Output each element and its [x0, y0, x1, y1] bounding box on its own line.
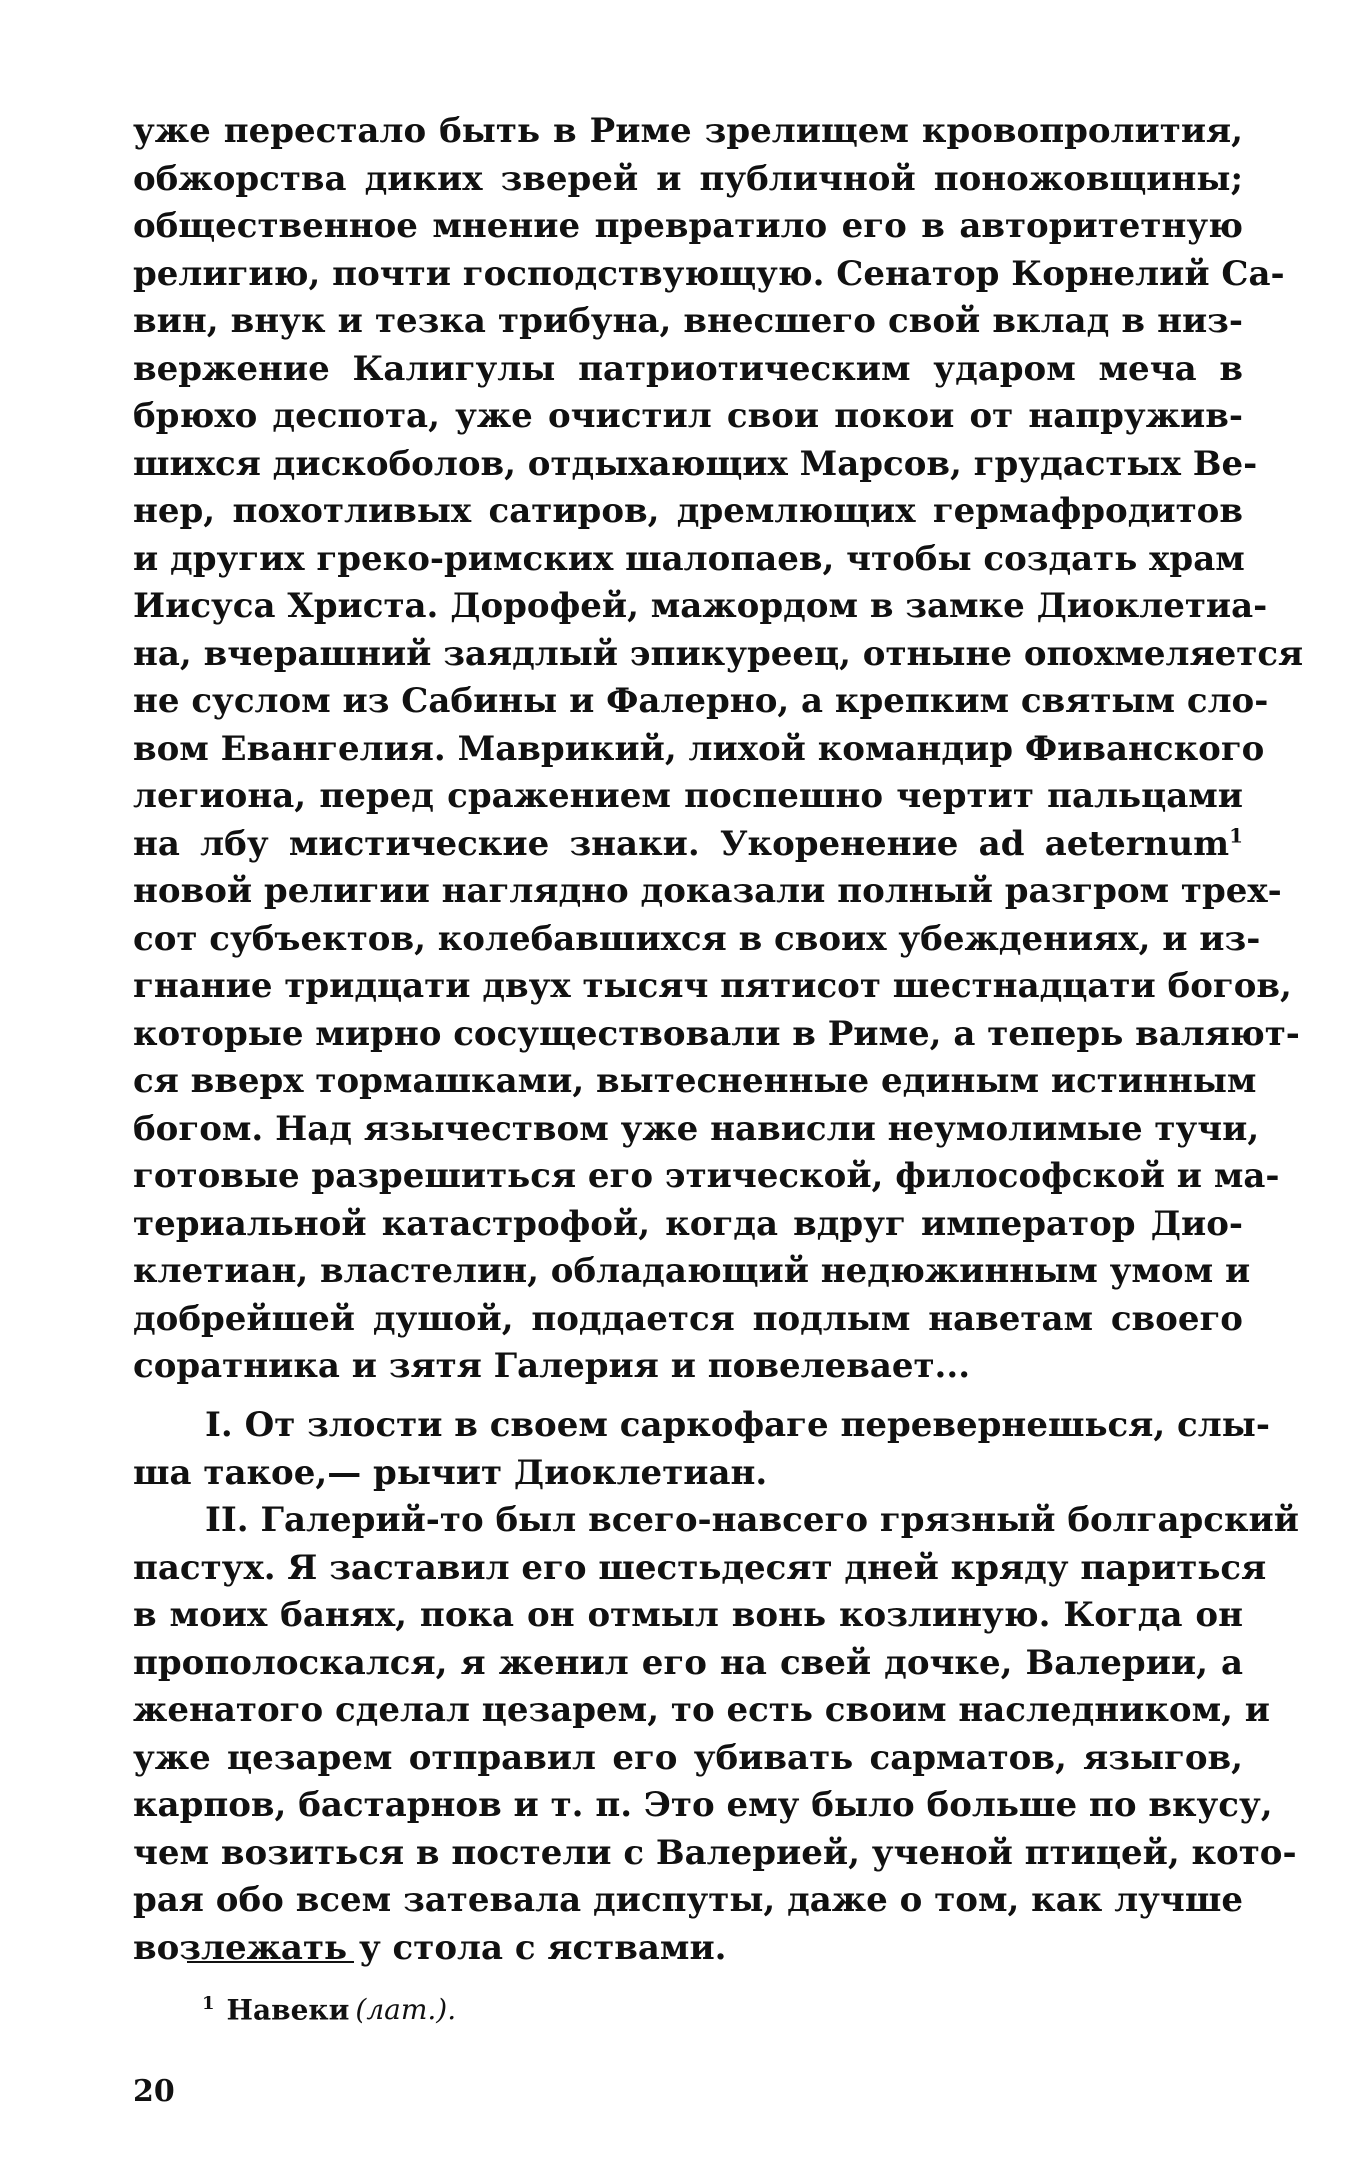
footnote-mark: 1: [202, 1993, 215, 2014]
dialogue-line: чем возиться в постели с Валерией, ученой птицей, кото-: [133, 1832, 1297, 1873]
text-line: и других греко-римских шалопаев, чтобы создать храм: [133, 538, 1245, 579]
main-paragraph: [133, 108, 1304, 1391]
dialogue-line: карпов, бастарнов и т. п. Это ему было больше по вкусу,: [133, 1785, 1273, 1825]
text-line: териальной катастрофой, когда вдруг император Дио-: [133, 1203, 1243, 1244]
text-line: новой религии наглядно доказали полный разгром трех-: [133, 871, 1282, 911]
text-line: общественное мнение превратило его в авторитетную: [133, 206, 1243, 246]
dialogue-line: женатого сделал цезарем, то есть своим наследником, и: [133, 1690, 1271, 1730]
text-line: богом. Над язычеством уже нависли неумолимые тучи,: [133, 1108, 1260, 1149]
dialogue-section: [133, 1402, 1299, 1972]
text-line-with-footnote: [133, 821, 1243, 869]
dialogue-line: рая обо всем затевала диспуты, даже о том, как лучше: [133, 1880, 1243, 1920]
text-line: на лбу мистические знаки. Укоренение ad aeternum: [133, 823, 1230, 864]
dialogue-line: пастух. Я заставил его шестьдесят дней кряду париться: [133, 1547, 1267, 1588]
dialogue-line: I. От злости в своем саркофаге перевернешься, слы-: [205, 1405, 1270, 1445]
footnote-divider: [187, 1961, 354, 1963]
text-line: на, вчерашний заядлый эпикуреец, отныне опохмеляется: [133, 633, 1304, 674]
text-line: нер, похотливых сатиров, дремлющих гермафродитов: [133, 491, 1243, 531]
dialogue-line: прополоскался, я женил его на свей дочке, Валерии, а: [133, 1642, 1243, 1683]
text-line: обжорства диких зверей и публичной поножовщины;: [133, 158, 1243, 199]
text-line: готовые разрешиться его этической, философской и ма-: [133, 1156, 1280, 1196]
text-line: не суслом из Сабины и Фалерно, а крепким святым сло-: [133, 681, 1269, 721]
text-line: клетиан, властелин, обладающий недюжинным умом и: [133, 1251, 1251, 1291]
text-line: вом Евангелия. Маврикий, лихой командир Фиванского: [133, 728, 1265, 769]
text-line: которые мирно сосуществовали в Риме, а теперь валяют-: [133, 1013, 1300, 1054]
text-line: брюхо деспота, уже очистил свои покои от напружив-: [133, 396, 1243, 436]
text-line: сот субъектов, колебавшихся в своих убеждениях, и из-: [133, 918, 1261, 959]
dialogue-line: II. Галерий-то был всего-навсего грязный болгарский: [205, 1500, 1299, 1540]
text-line: ся вверх тормашками, вытесненные единым истинным: [133, 1061, 1257, 1101]
page-number: 20: [133, 2074, 175, 2109]
dialogue-line: в моих банях, пока он отмыл вонь козлиную. Когда он: [133, 1595, 1243, 1635]
text-line: добрейшей душой, поддается подлым наветам своего: [133, 1298, 1243, 1339]
text-line: Иисуса Христа. Дорофей, мажордом в замке Диоклетиа-: [133, 586, 1268, 626]
dialogue-line: ша такое,— рычит Диоклетиан.: [133, 1452, 768, 1493]
dialogue-line: уже цезарем отправил его убивать сарматов, языгов,: [133, 1737, 1243, 1778]
text-line: вержение Калигулы патриотическим ударом меча в: [133, 348, 1243, 389]
text-line: уже перестало быть в Риме зрелищем кровопролития,: [133, 111, 1243, 151]
dialogue-line: возлежать у стола с яствами.: [133, 1927, 727, 1968]
footnote-reference: 1: [1229, 823, 1243, 848]
text-line: вин, внук и тезка трибуна, внесшего свой вклад в низ-: [133, 301, 1243, 341]
text-line: шихся дискоболов, отдыхающих Марсов, грудастых Ве-: [133, 443, 1258, 484]
footnote-language-note: (лат.).: [355, 1993, 457, 2027]
footnote: [202, 1984, 456, 2030]
text-line: гнание тридцати двух тысяч пятисот шестнадцати богов,: [133, 966, 1292, 1006]
footnote-text: Навеки: [226, 1993, 350, 2027]
text-line: религию, почти господствующую. Сенатор Корнелий Са-: [133, 253, 1285, 294]
text-line: соратника и зятя Галерия и повелевает...: [133, 1346, 971, 1386]
text-line: легиона, перед сражением поспешно чертит пальцами: [133, 776, 1243, 816]
